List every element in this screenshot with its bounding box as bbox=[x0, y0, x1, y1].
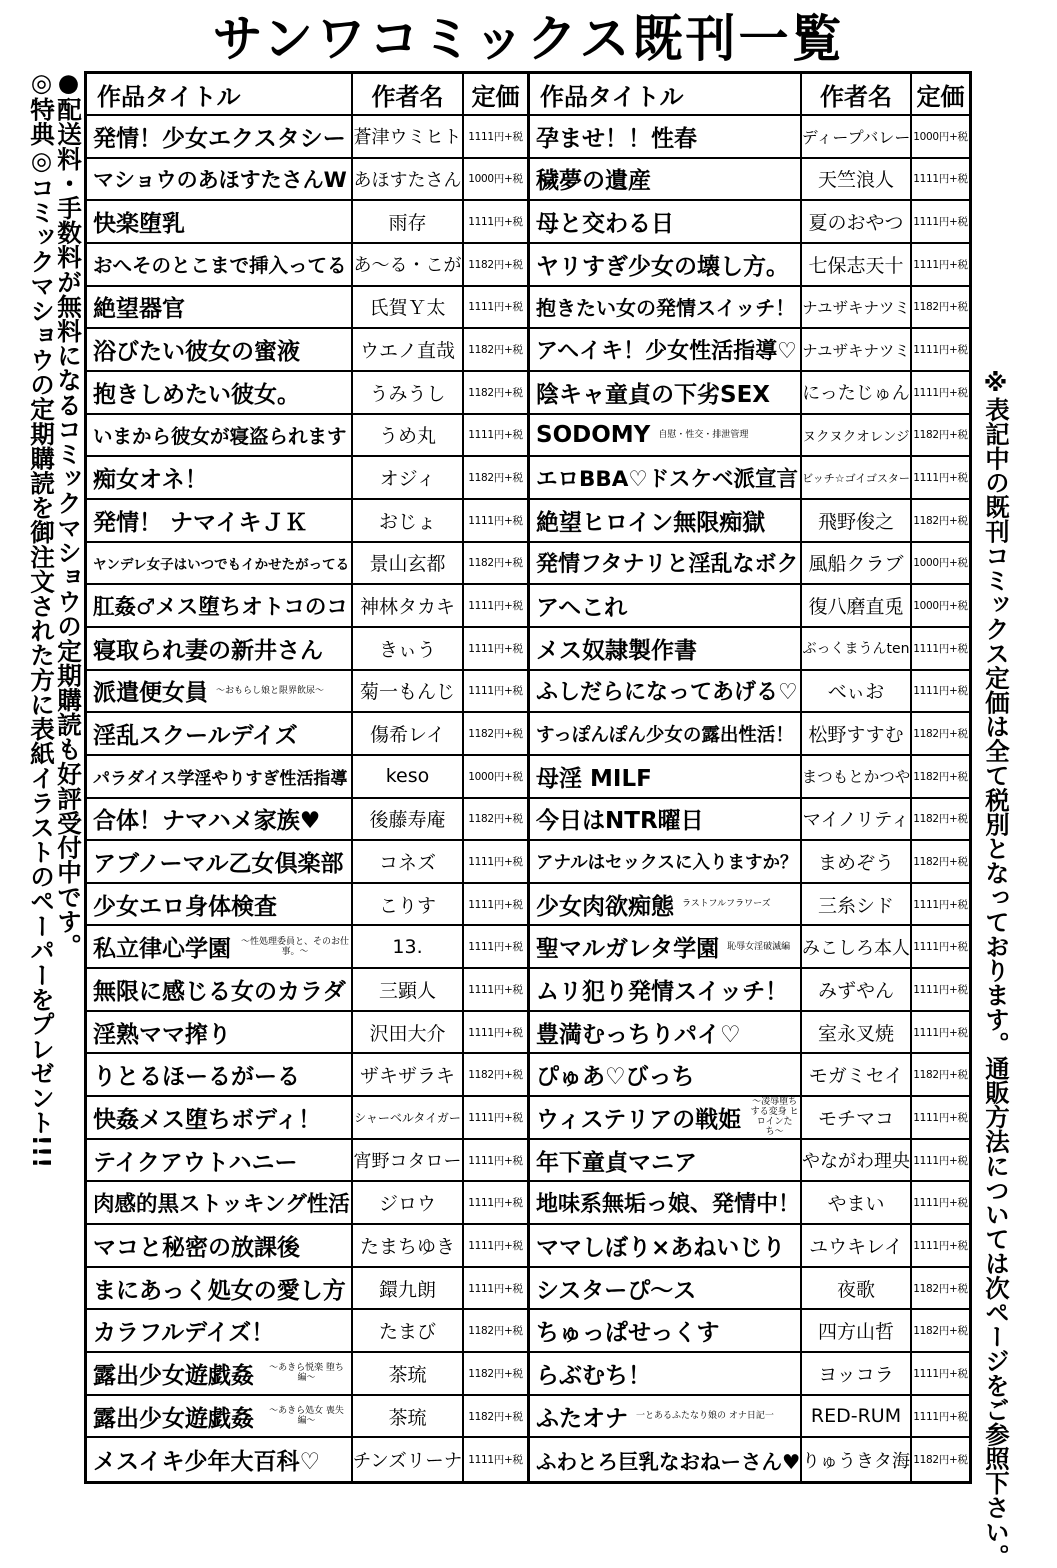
book-title bbox=[530, 500, 802, 543]
book-title-text: アナルはセックスに入りますか？ bbox=[536, 852, 798, 873]
book-title bbox=[530, 799, 802, 842]
book-title-text: 地味系無垢っ娘、発情中！ bbox=[536, 1192, 801, 1218]
book-subtitle: 恥辱女淫破滅編 bbox=[727, 941, 791, 952]
book-author: 宵野コタロー bbox=[353, 1140, 464, 1183]
book-price: 1182円+税 bbox=[464, 1054, 530, 1097]
book-price: 1111円+税 bbox=[912, 372, 969, 415]
book-title-text: 露出少女遊戯姦 bbox=[93, 1405, 254, 1432]
book-price: 1111円+税 bbox=[464, 1268, 530, 1311]
book-subtitle: 一とあるふたなり娘の オナ日記一 bbox=[636, 1411, 774, 1422]
book-price: 1182円+税 bbox=[912, 1268, 969, 1311]
book-author: 景山玄都 bbox=[353, 543, 464, 586]
book-title-text: テイクアウトハニー bbox=[93, 1149, 298, 1176]
book-price: 1111円+税 bbox=[464, 884, 530, 927]
book-author: 沢田大介 bbox=[353, 1012, 464, 1055]
book-title-text: 抱きしめたい彼女。 bbox=[93, 381, 300, 408]
book-title-text: 淫熟ママ搾り bbox=[93, 1021, 231, 1048]
book-price: 1111円+税 bbox=[912, 1140, 969, 1183]
book-author: 四方山哲 bbox=[802, 1310, 912, 1353]
comics-catalog-table bbox=[84, 71, 972, 1484]
book-title-text: 無限に感じる女のカラダ bbox=[93, 978, 346, 1005]
book-price: 1111円+税 bbox=[912, 1012, 969, 1055]
header-title-right: 作品タイトル bbox=[530, 74, 802, 116]
book-author: まつもとかつや bbox=[802, 756, 912, 799]
book-price: 1111円+税 bbox=[912, 1097, 969, 1140]
book-title bbox=[87, 713, 353, 756]
header-price-left: 定価 bbox=[464, 74, 530, 116]
book-title-text: 母と交わる日 bbox=[536, 211, 674, 238]
book-subtitle: 自慰・性交・排泄管理 bbox=[658, 429, 749, 440]
book-title bbox=[87, 926, 353, 969]
book-title bbox=[530, 372, 802, 415]
book-price: 1111円+税 bbox=[912, 244, 969, 287]
book-title-text: アヘこれ bbox=[536, 595, 628, 622]
book-author: 神林タカキ bbox=[353, 585, 464, 628]
book-title bbox=[87, 1268, 353, 1311]
book-title bbox=[87, 1097, 353, 1140]
book-title bbox=[530, 713, 802, 756]
book-title bbox=[530, 457, 802, 500]
book-price: 1111円+税 bbox=[464, 1012, 530, 1055]
book-author: 雨存 bbox=[353, 201, 464, 244]
book-author: ヨッコラ bbox=[802, 1353, 912, 1396]
book-price: 1182円+税 bbox=[464, 457, 530, 500]
book-price: 1111円+税 bbox=[464, 1140, 530, 1183]
book-title bbox=[87, 841, 353, 884]
header-price-right: 定価 bbox=[912, 74, 969, 116]
book-title bbox=[87, 799, 353, 842]
book-title-text: 発情！少女エクスタシー bbox=[93, 125, 346, 152]
book-title bbox=[87, 287, 353, 330]
book-title bbox=[530, 244, 802, 287]
book-author: 風船クラブ bbox=[802, 543, 912, 586]
book-author: 蒼津ウミヒト bbox=[353, 116, 464, 159]
book-title bbox=[87, 585, 353, 628]
book-title-text: 私立律心学園 bbox=[93, 936, 231, 963]
book-price: 1111円+税 bbox=[464, 628, 530, 671]
book-price: 1111円+税 bbox=[464, 201, 530, 244]
book-title-text: アブノーマル乙女倶楽部 bbox=[93, 850, 344, 877]
book-price: 1182円+税 bbox=[912, 799, 969, 842]
book-title-text: 陰キャ童貞の下劣SEX bbox=[536, 381, 771, 408]
book-price: 1000円+税 bbox=[912, 116, 969, 159]
book-author: 菊一もんじ bbox=[353, 671, 464, 714]
note-subscription: ●配送料・手数料が無料になるコミックマショウの定期購読も好評受付中です。 bbox=[54, 68, 83, 958]
book-price: 1111円+税 bbox=[464, 287, 530, 330]
book-author: 飛野俊之 bbox=[802, 500, 912, 543]
book-title bbox=[87, 159, 353, 202]
book-title bbox=[87, 1438, 353, 1481]
book-author: まめぞう bbox=[802, 841, 912, 884]
book-author: おじょ bbox=[353, 500, 464, 543]
book-author: 13. bbox=[353, 926, 464, 969]
book-title-text: ヤリすぎ少女の壊し方。 bbox=[536, 253, 789, 280]
book-author: ウエノ直哉 bbox=[353, 329, 464, 372]
book-title bbox=[87, 415, 353, 458]
book-title-text: 少女肉欲痴態 bbox=[536, 893, 674, 920]
book-title bbox=[530, 415, 802, 458]
book-price: 1182円+税 bbox=[912, 287, 969, 330]
book-price: 1182円+税 bbox=[464, 543, 530, 586]
book-title-text: おへそのとこまで挿入ってる bbox=[93, 254, 347, 278]
book-title bbox=[87, 372, 353, 415]
book-title bbox=[530, 1225, 802, 1268]
book-title bbox=[87, 969, 353, 1012]
book-author: 氏賀Ｙ太 bbox=[353, 287, 464, 330]
book-author: たまちゆき bbox=[353, 1225, 464, 1268]
book-price: 1000円+税 bbox=[464, 756, 530, 799]
book-title-text: ふしだらになってあげる♡ bbox=[536, 680, 798, 706]
page-title: サンワコミックス既刊一覧 bbox=[212, 10, 845, 68]
book-title bbox=[530, 1353, 802, 1396]
book-author: にったじゅん bbox=[802, 372, 912, 415]
book-title bbox=[530, 1396, 802, 1439]
book-price: 1000円+税 bbox=[464, 159, 530, 202]
book-title bbox=[87, 1012, 353, 1055]
book-title-text: すっぽんぽん少女の露出性活！ bbox=[536, 724, 794, 746]
book-author: ヌクヌクオレンジ bbox=[802, 415, 912, 458]
book-title bbox=[87, 671, 353, 714]
book-title-text: 合体！ナマハメ家族♥ bbox=[93, 808, 321, 835]
book-author: べぃお bbox=[802, 671, 912, 714]
book-price: 1182円+税 bbox=[913, 1454, 968, 1467]
book-subtitle: ラストフルフラワーズ bbox=[682, 899, 771, 910]
book-author: RED-RUM bbox=[802, 1396, 912, 1439]
book-author: ユウキレイ bbox=[802, 1225, 912, 1268]
book-title-text: 痴女オネ！ bbox=[93, 467, 208, 494]
book-title bbox=[530, 926, 802, 969]
book-price: 1182円+税 bbox=[912, 500, 969, 543]
book-title bbox=[530, 1438, 802, 1481]
book-title-text: 快姦メス堕ちボディ！ bbox=[93, 1106, 322, 1133]
book-price: 1111円+税 bbox=[464, 1438, 530, 1481]
book-author: keso bbox=[353, 756, 464, 799]
book-author: 傷希レイ bbox=[353, 713, 464, 756]
book-price: 1111円+税 bbox=[912, 159, 969, 202]
book-price: 1182円+税 bbox=[464, 713, 530, 756]
book-subtitle: 〜あきら悦楽 堕ち編〜 bbox=[269, 1363, 344, 1384]
book-title-text: まにあっく処女の愛し方 bbox=[93, 1277, 346, 1304]
book-author: オジィ bbox=[353, 457, 464, 500]
book-title bbox=[87, 244, 353, 287]
book-title-text: ふたオナ bbox=[536, 1405, 628, 1432]
book-author: ビッチ☆ゴイゴスター bbox=[802, 457, 912, 500]
book-title bbox=[87, 1225, 353, 1268]
book-title bbox=[87, 1353, 353, 1396]
book-title-text: パラダイス学淫やりすぎ性活指導 bbox=[93, 768, 348, 789]
book-author: たまび bbox=[353, 1310, 464, 1353]
book-price: 1111円+税 bbox=[464, 926, 530, 969]
book-title bbox=[87, 884, 353, 927]
book-author: 夜歌 bbox=[802, 1268, 912, 1311]
book-title bbox=[530, 1182, 802, 1225]
book-author: ナユザキナツミ bbox=[802, 287, 912, 330]
book-author: あほすたさん bbox=[353, 159, 464, 202]
book-author: モガミセイ bbox=[802, 1054, 912, 1097]
book-author: コネズ bbox=[353, 841, 464, 884]
book-price: 1111円+税 bbox=[464, 1182, 530, 1225]
book-price: 1111円+税 bbox=[912, 1353, 969, 1396]
book-author: 夏のおやつ bbox=[802, 201, 912, 244]
book-title-text: カラフルデイズ！ bbox=[93, 1320, 275, 1347]
book-title bbox=[530, 1268, 802, 1311]
book-price: 1111円+税 bbox=[912, 969, 969, 1012]
book-title-text: シスターぴ〜ス bbox=[536, 1277, 697, 1304]
book-price: 1182円+税 bbox=[464, 1353, 530, 1396]
book-price: 1111円+税 bbox=[464, 116, 530, 159]
book-author: あ〜る・こが bbox=[353, 244, 464, 287]
book-title-text: 穢夢の遺産 bbox=[536, 168, 651, 195]
book-title-text: 浴びたい彼女の蜜液 bbox=[93, 339, 300, 366]
book-title-text: ウィステリアの戦姫 bbox=[536, 1106, 742, 1133]
book-author: ディープバレー bbox=[802, 116, 912, 159]
book-author: うみうし bbox=[353, 372, 464, 415]
book-price: 1000円+税 bbox=[912, 543, 969, 586]
book-price: 1111円+税 bbox=[464, 585, 530, 628]
book-title bbox=[530, 159, 802, 202]
book-price: 1182円+税 bbox=[464, 244, 530, 287]
book-title bbox=[530, 287, 802, 330]
book-subtitle: 〜あきら処女 喪失編〜 bbox=[269, 1406, 344, 1427]
header-title-left: 作品タイトル bbox=[87, 74, 353, 116]
book-price: 1111円+税 bbox=[912, 628, 969, 671]
book-title-text: 聖マルガレタ学園 bbox=[536, 936, 720, 963]
book-author: モチマコ bbox=[802, 1097, 912, 1140]
book-title-text: アヘイキ！少女性活指導♡ bbox=[536, 339, 797, 365]
book-title bbox=[87, 201, 353, 244]
book-title bbox=[530, 756, 802, 799]
book-author: やながわ理央 bbox=[802, 1140, 912, 1183]
book-title-text: 快楽堕乳 bbox=[93, 211, 185, 238]
book-title-text: メスイキ少年大百科♡ bbox=[93, 1449, 321, 1476]
book-title-text: ヤンデレ女子はいつでもイかせたがってる bbox=[93, 556, 350, 573]
book-title bbox=[530, 585, 802, 628]
book-price: 1182円+税 bbox=[912, 1310, 969, 1353]
book-title-text: ふわとろ巨乳なおねーさん♥ bbox=[536, 1449, 801, 1474]
book-price: 1111円+税 bbox=[464, 415, 530, 458]
book-title bbox=[530, 543, 802, 586]
book-price: 1111円+税 bbox=[912, 201, 969, 244]
book-title-text: 豊満むっちりパイ♡ bbox=[536, 1021, 741, 1048]
book-title-text: ママしぼり×あねいじり bbox=[536, 1234, 786, 1261]
book-title-text: 肛姦♂メス堕ちオトコのコ bbox=[93, 595, 348, 621]
book-title-text: いまから彼女が寝盗られます bbox=[93, 424, 347, 448]
book-author: ぶっくまうんten bbox=[802, 628, 912, 671]
book-subtitle: 〜凌辱堕ちする変身 ヒロインたち〜 bbox=[750, 1097, 799, 1138]
book-title-text: 肉感的黒ストッキング性活 bbox=[93, 1192, 350, 1218]
book-price: 1111円+税 bbox=[912, 1182, 969, 1225]
book-title-text: SODOMY bbox=[536, 421, 651, 448]
book-title-text: りとるほーるがーる bbox=[93, 1064, 300, 1091]
book-author: 三糸シド bbox=[802, 884, 912, 927]
book-title-text: 発情フタナリと淫乱なボク bbox=[536, 552, 799, 578]
book-price: 1111円+税 bbox=[912, 671, 969, 714]
book-price: 1111円+税 bbox=[912, 329, 969, 372]
book-price: 1182円+税 bbox=[912, 713, 969, 756]
book-title-text: 絶望ヒロイン無限痴獄 bbox=[536, 509, 766, 536]
book-title-text: 派遣便女員 bbox=[93, 680, 208, 707]
book-title-text: らぶむち！ bbox=[536, 1362, 651, 1389]
book-title bbox=[87, 628, 353, 671]
book-title-text: 発情！ ナマイキＪＫ bbox=[93, 509, 308, 536]
book-title-text: マショウのあほすたさんW bbox=[93, 167, 347, 192]
book-title bbox=[87, 1054, 353, 1097]
book-title-text: 母淫 MILF bbox=[536, 765, 652, 792]
book-author: きぃう bbox=[353, 628, 464, 671]
header-author-right: 作者名 bbox=[802, 74, 912, 116]
book-price: 1000円+税 bbox=[912, 585, 969, 628]
book-title bbox=[530, 1012, 802, 1055]
book-price: 1182円+税 bbox=[912, 841, 969, 884]
book-author: 後藤寿庵 bbox=[353, 799, 464, 842]
book-title-text: 年下童貞マニア bbox=[536, 1149, 697, 1176]
book-title-text: メス奴隷製作書 bbox=[536, 637, 697, 664]
book-price: 1111円+税 bbox=[912, 1225, 969, 1268]
book-title-text: 今日はNTR曜日 bbox=[536, 808, 704, 835]
book-price: 1182円+税 bbox=[912, 756, 969, 799]
book-title bbox=[530, 116, 802, 159]
book-title bbox=[87, 1182, 353, 1225]
book-title bbox=[87, 543, 353, 586]
book-author: ナユザキナツミ bbox=[802, 329, 912, 372]
book-author: ザキザラキ bbox=[353, 1054, 464, 1097]
book-title bbox=[530, 329, 802, 372]
book-title bbox=[530, 671, 802, 714]
book-price: 1111円+税 bbox=[464, 1225, 530, 1268]
note-price-info: ※表記中の既刊コミックス定価は全て税別となっております。通販方法については次ページをご参照下さい。 bbox=[981, 368, 1010, 1568]
book-title bbox=[87, 1140, 353, 1183]
book-price: 1111円+税 bbox=[464, 500, 530, 543]
book-title-text: 露出少女遊戯姦 bbox=[93, 1362, 254, 1389]
book-price: 1111円+税 bbox=[464, 969, 530, 1012]
book-title bbox=[530, 1310, 802, 1353]
book-subtitle: 〜おもらし娘と限界飲尿〜 bbox=[216, 685, 325, 696]
book-author: こりす bbox=[353, 884, 464, 927]
book-price: 1182円+税 bbox=[464, 799, 530, 842]
book-author: 三顕人 bbox=[353, 969, 464, 1012]
book-author: 復八磨直兎 bbox=[802, 585, 912, 628]
book-author: りゅうきタ海 bbox=[802, 1438, 912, 1481]
book-price: 1182円+税 bbox=[464, 1310, 530, 1353]
book-title bbox=[530, 1097, 802, 1140]
book-price: 1111円+税 bbox=[912, 926, 969, 969]
book-author: 茶琉 bbox=[353, 1353, 464, 1396]
book-price: 1182円+税 bbox=[464, 372, 530, 415]
book-title-text: ムリ犯り発情スイッチ！ bbox=[536, 978, 789, 1005]
book-title-text: ぴゅあ♡びっち bbox=[536, 1064, 695, 1091]
book-title bbox=[530, 201, 802, 244]
book-author: チンズリーナ bbox=[353, 1438, 464, 1481]
book-title-text: ちゅっぱせっくす bbox=[536, 1320, 720, 1347]
book-title bbox=[87, 500, 353, 543]
book-author: うめ丸 bbox=[353, 415, 464, 458]
book-price: 1111円+税 bbox=[464, 1097, 530, 1140]
book-price: 1111円+税 bbox=[912, 884, 969, 927]
book-title-text: 孕ませ！！性春 bbox=[536, 125, 697, 152]
book-author: 七保志天十 bbox=[802, 244, 912, 287]
book-title-text: 淫乱スクールデイズ bbox=[93, 723, 298, 750]
book-title bbox=[530, 841, 802, 884]
book-author: マイノリティ bbox=[802, 799, 912, 842]
book-author: 天竺浪人 bbox=[802, 159, 912, 202]
book-title-text: 寝取られ妻の新井さん bbox=[93, 637, 323, 664]
book-price: 1182円+税 bbox=[912, 1054, 969, 1097]
book-title bbox=[87, 1396, 353, 1439]
book-title bbox=[530, 628, 802, 671]
book-title bbox=[530, 969, 802, 1012]
book-author: 室永叉焼 bbox=[802, 1012, 912, 1055]
book-title bbox=[530, 1054, 802, 1097]
book-author: 鐶九朗 bbox=[353, 1268, 464, 1311]
book-price: 1111円+税 bbox=[464, 841, 530, 884]
book-title bbox=[87, 756, 353, 799]
note-bonus: ◎特典◎コミックマショウの定期購読を御注文された方に表紙イラストのペーパーをプレゼント!!! bbox=[27, 68, 56, 1169]
header-author-left: 作者名 bbox=[353, 74, 464, 116]
book-title bbox=[530, 1140, 802, 1183]
book-price: 1182円+税 bbox=[464, 329, 530, 372]
book-title-text: エロBBA♡ドスケベ派宣言 bbox=[536, 467, 798, 493]
book-price: 1111円+税 bbox=[464, 671, 530, 714]
book-title-text: 抱きたい女の発情スイッチ！ bbox=[536, 296, 796, 321]
book-author: やまい bbox=[802, 1182, 912, 1225]
book-price: 1111円+税 bbox=[912, 1396, 969, 1439]
book-price: 1182円+税 bbox=[464, 1396, 530, 1439]
book-author: シャーベルタイガー bbox=[353, 1097, 464, 1140]
book-author: みずやん bbox=[802, 969, 912, 1012]
book-subtitle: 〜性処理委員と、そのお仕事。〜 bbox=[240, 936, 349, 957]
book-title-text: マコと秘密の放課後 bbox=[93, 1234, 300, 1261]
book-title bbox=[87, 329, 353, 372]
book-title-text: 少女エロ身体検査 bbox=[93, 893, 277, 920]
book-author: 松野すすむ bbox=[802, 713, 912, 756]
book-author: ジロウ bbox=[353, 1182, 464, 1225]
book-title bbox=[87, 116, 353, 159]
book-author: 茶琉 bbox=[353, 1396, 464, 1439]
book-title-text: 絶望器官 bbox=[93, 296, 185, 323]
book-price: 1111円+税 bbox=[912, 457, 969, 500]
book-title bbox=[87, 457, 353, 500]
book-author: みこしろ本人 bbox=[802, 926, 912, 969]
book-title bbox=[530, 884, 802, 927]
book-title bbox=[87, 1310, 353, 1353]
book-price: 1182円+税 bbox=[912, 415, 969, 458]
